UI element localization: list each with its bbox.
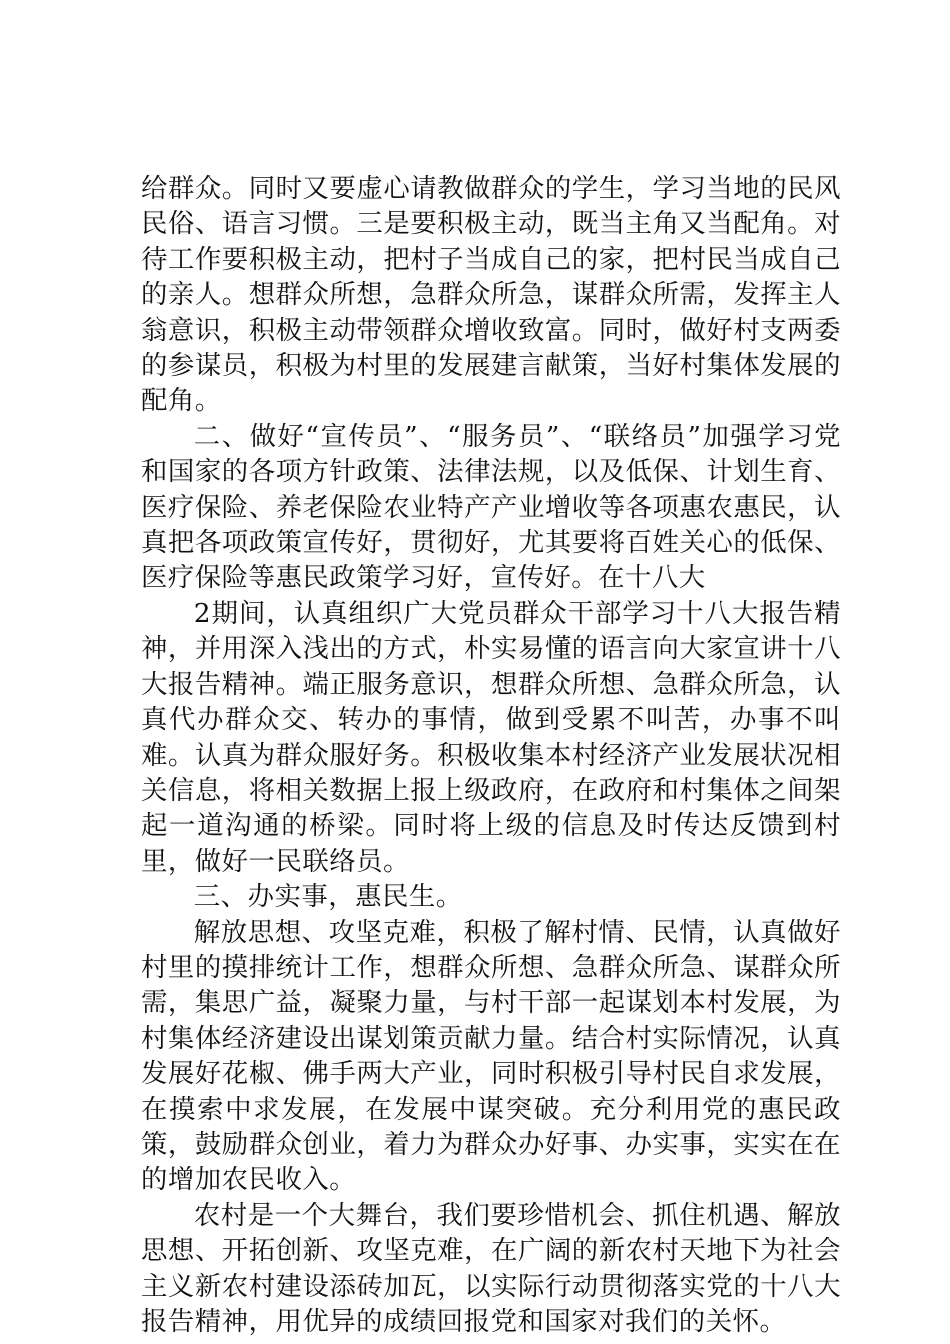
paragraph-continuation: 给群众。同时又要虚心请教做群众的学生，学习当地的民风民俗、语言习惯。三是要积极主动，既当主角又当配角。对待工作要积极主动，把村子当成自己的家，把村民当成自己的亲人。想群众所想，急群众所急，谋群众所需，发挥主人翁意识，积极主动带领群众增收致富。同时，做好村支两委的参谋员，积极为村里的发展建言献策，当好村集体发展的配角。 xyxy=(141,173,841,417)
paragraph-section-three-heading: 三、办实事，惠民生。 xyxy=(193,881,463,913)
document-body xyxy=(141,171,841,1339)
paragraph-section-two: 二、做好“宣传员”、“服务员”、“联络员”加强学习党和国家的各项方针政策、法律法规，以及低保、计划生育、医疗保险、养老保险农业特产产业增收等各项惠农惠民，认真把各项政策宣传好，贯彻好，尤其要将百姓关心的低保、医疗保险等惠民政策学习好，宣传好。在十八大 xyxy=(141,420,841,594)
paragraph-practical-work: 解放思想、攻坚克难，积极了解村情、民情，认真做好村里的摸排统计工作，想群众所想、急群众所急、谋群众所需，集思广益，凝聚力量，与村干部一起谋划本村发展，为村集体经济建设出谋划策贡献力量。结合村实际情况，认真发展好花椒、佛手两大产业，同时积极引导村民自求发展，在摸索中求发展，在发展中谋突破。充分利用党的惠民政策，鼓励群众创业，着力为群众办好事、办实事，实实在在的增加农民收入。 xyxy=(141,916,841,1196)
paragraph-conclusion: 农村是一个大舞台，我们要珍惜机会、抓住机遇、解放思想、开拓创新、攻坚克难，在广阔的新农村天地下为社会主义新农村建设添砖加瓦，以实际行动贯彻落实党的十八大报告精神，用优异的成绩回报党和国家对我们的关怀。 xyxy=(141,1199,841,1337)
paragraph-eighteenth-congress: 2期间，认真组织广大党员群众干部学习十八大报告精神，并用深入浅出的方式，朴实易懂的语言向大家宣讲十八大报告精神。端正服务意识，想群众所想、急群众所急，认真代办群众交、转办的事情，做到受累不叫苦，办事不叫难。认真为群众服好务。积极收集本村经济产业发展状况相关信息，将相关数据上报上级政府，在政府和村集体之间架起一道沟通的桥梁。同时将上级的信息及时传达反馈到村里，做好一民联络员。 xyxy=(141,597,841,877)
